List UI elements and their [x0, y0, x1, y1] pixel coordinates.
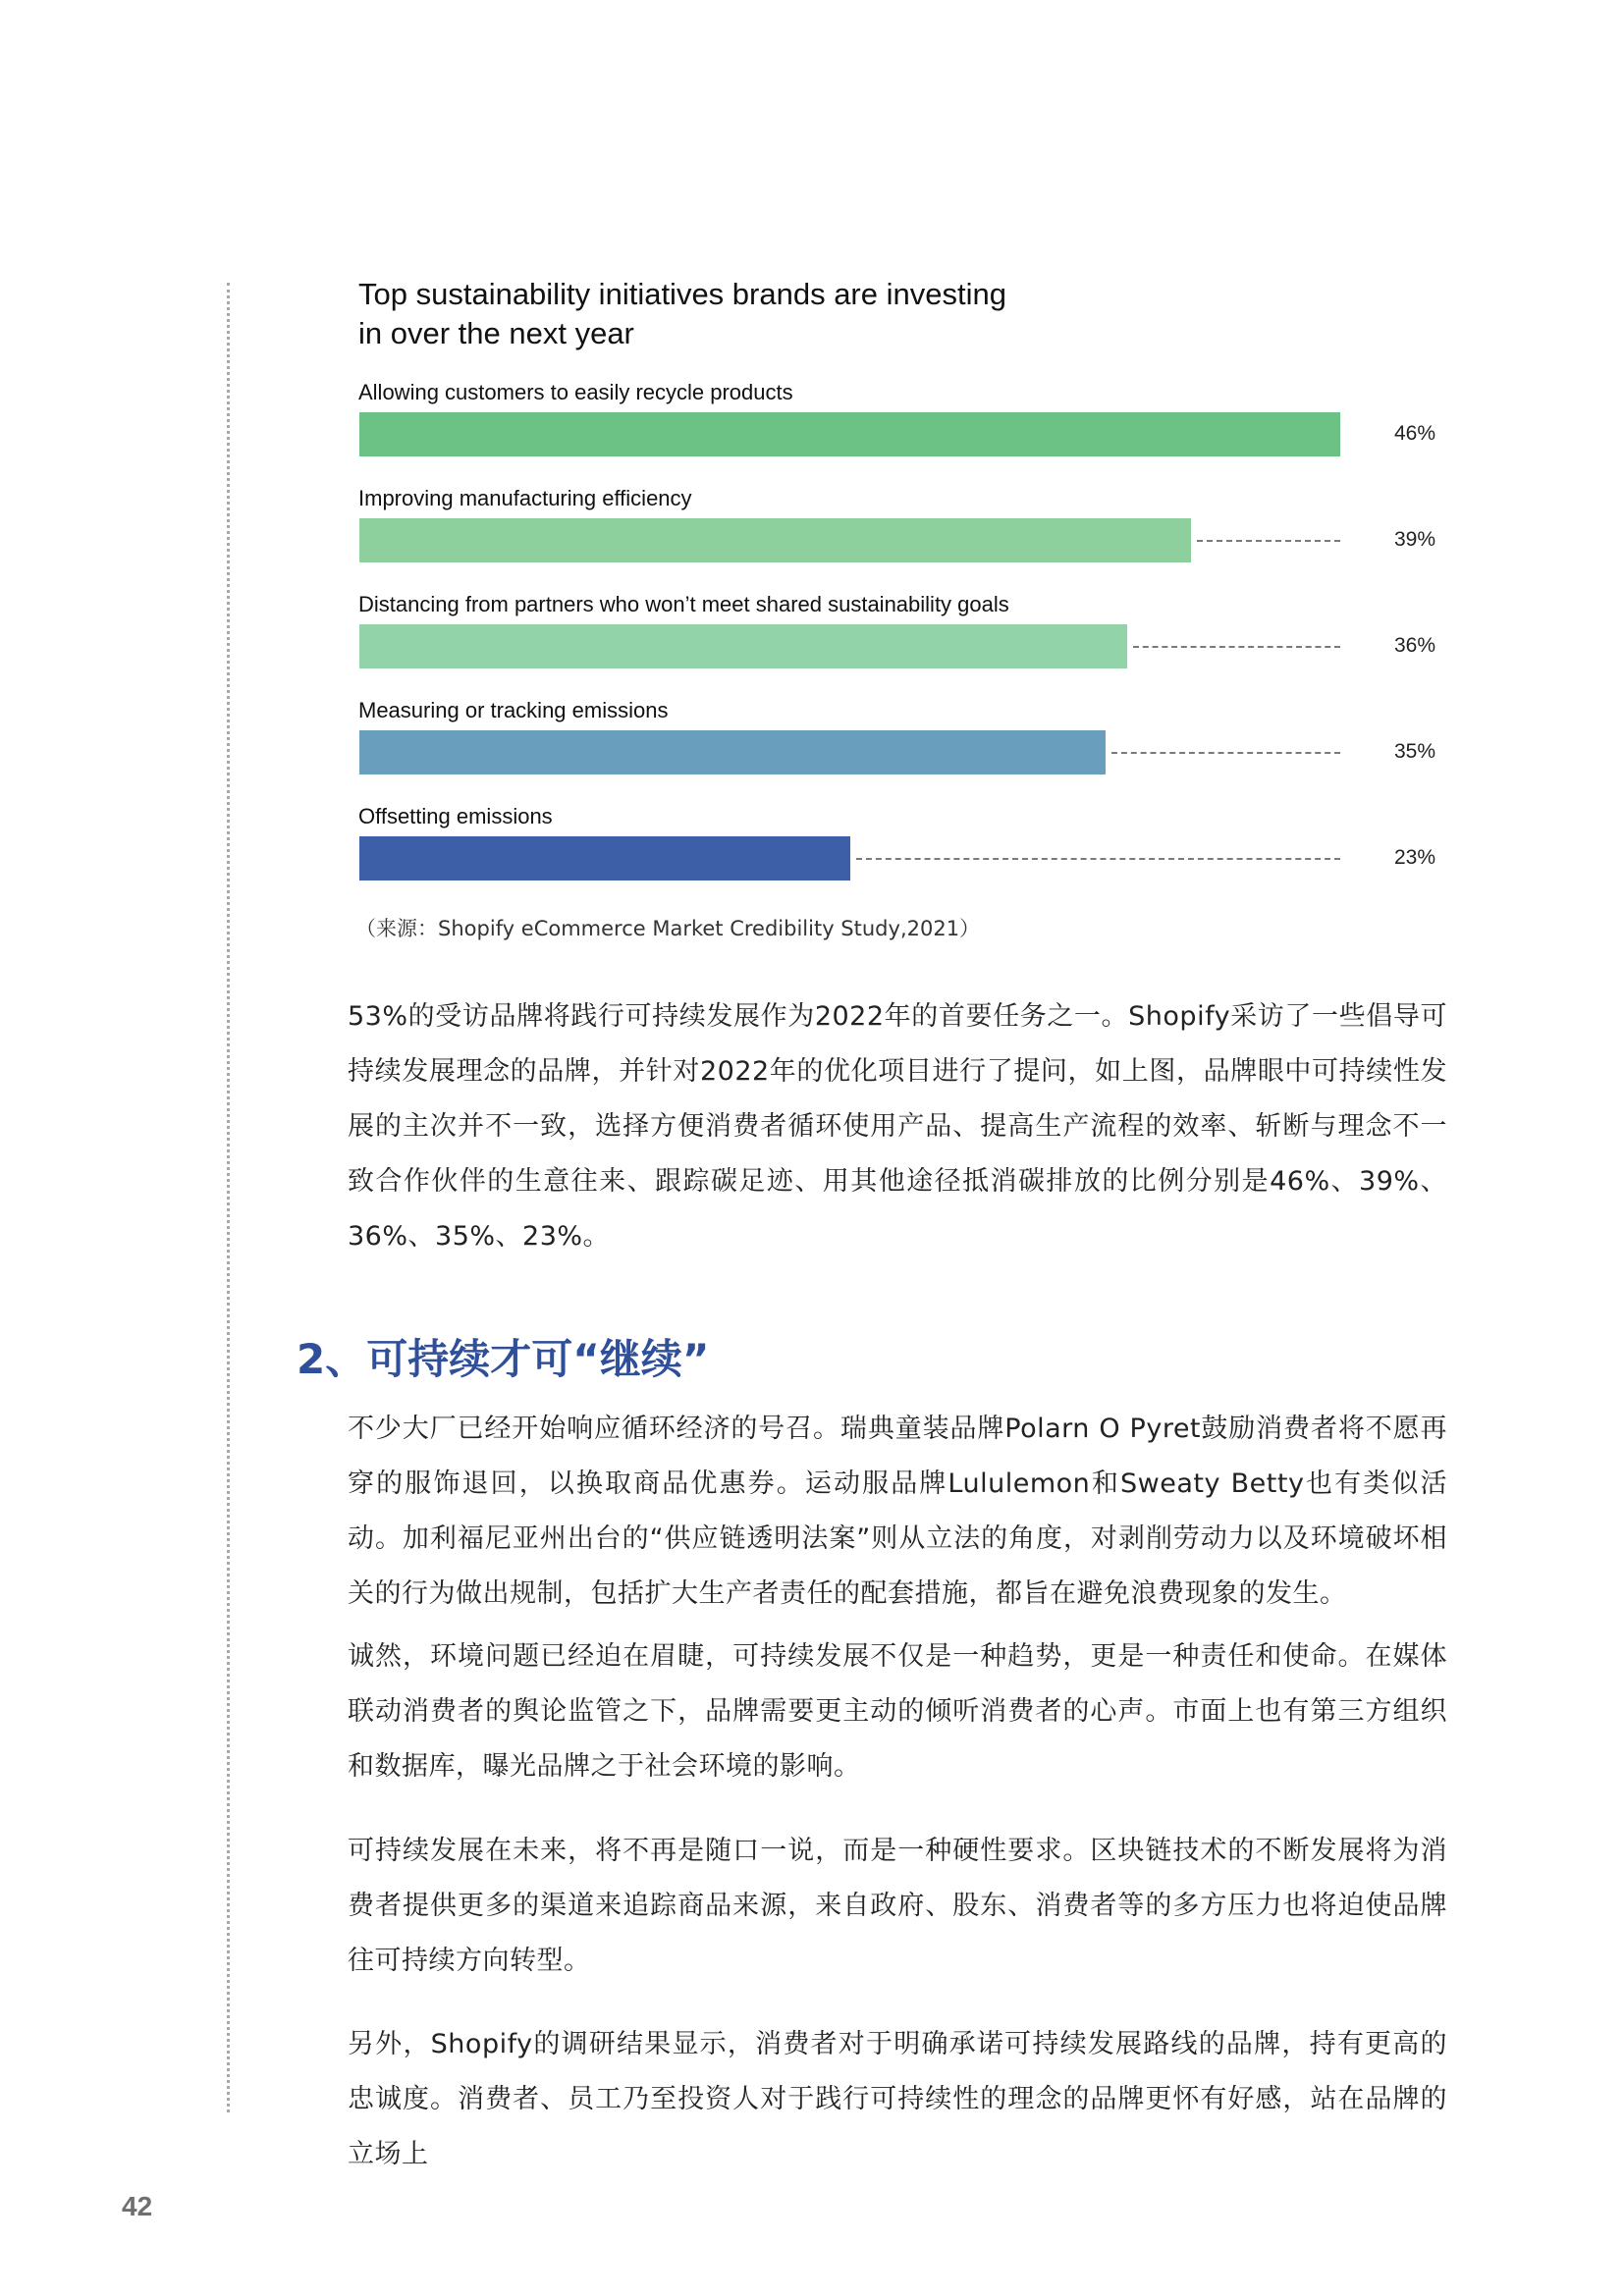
bar-label: Allowing customers to easily recycle products — [358, 380, 793, 404]
bar-label: Measuring or tracking emissions — [358, 698, 669, 722]
bar-leader-line — [1111, 752, 1340, 754]
bar — [359, 624, 1127, 668]
bar-label: Offsetting emissions — [358, 804, 553, 828]
body-paragraph: 诚然，环境问题已经迫在眉睫，可持续发展不仅是一种趋势，更是一种责任和使命。在媒体联动消费者的舆论监管之下，品牌需要更主动的倾听消费者的心声。市面上也有第三方组织和数据库，曝光品牌之于社会环境的影响。 — [348, 1641, 1447, 1782]
bar — [359, 836, 850, 881]
intro-paragraph: 53%的受访品牌将践行可持续发展作为2022年的首要任务之一。Shopify采访了一些倡导可持续发展理念的品牌，并针对2022年的优化项目进行了提问，如上图，品牌眼中可持续性发展的主次并不一致，选择方便消费者循环使用产品、提高生产流程的效率、斩断与理念不一致合作伙伴的生意往来、跟踪碳足迹、用其他途径抵消碳排放的比例分别是46%、39%、36%、35%、23%。 — [348, 1001, 1447, 1252]
chart-title-line: in over the next year — [358, 316, 634, 350]
body-paragraph: 另外，Shopify的调研结果显示，消费者对于明确承诺可持续发展路线的品牌，持有更高的忠诚度。消费者、员工乃至投资人对于践行可持续性的理念的品牌更怀有好感，站在品牌的立场上 — [348, 2029, 1447, 2169]
body-paragraph: 不少大厂已经开始响应循环经济的号召。瑞典童装品牌Polarn O Pyret鼓励消费者将不愿再穿的服饰退回，以换取商品优惠券。运动服品牌Lululemon和Sweaty Betty也有类似活动。加利福尼亚州出台的“供应链透明法案”则从立法的角度，对剥削劳动力以及环境破坏相关的行为做出规制，包括扩大生产者责任的配套措施，都旨在避免浪费现象的发生。 — [348, 1414, 1447, 1609]
body-paragraph: 可持续发展在未来，将不再是随口一说，而是一种硬性要求。区块链技术的不断发展将为消费者提供更多的渠道来追踪商品来源，来自政府、股东、消费者等的多方压力也将迫使品牌往可持续方向转型。 — [348, 1836, 1447, 1976]
chart-source: （来源：Shopify eCommerce Market Credibility Study,2021） — [355, 917, 981, 940]
bar-label: Improving manufacturing efficiency — [358, 486, 692, 510]
bar-chart — [0, 0, 1624, 962]
bar-leader-line — [1197, 540, 1340, 542]
bar-value-label: 39% — [1393, 528, 1435, 551]
section-heading: 2、可持续才可“继续” — [297, 1335, 710, 1383]
bar-label: Distancing from partners who won’t meet shared sustainability goals — [358, 592, 1009, 616]
bar — [359, 730, 1106, 774]
bar-leader-line — [1133, 646, 1340, 648]
bar-value-label: 23% — [1393, 846, 1435, 869]
bar-value-label: 36% — [1393, 634, 1435, 657]
bar — [359, 518, 1191, 562]
chart-title-line: Top sustainability initiatives brands are investing — [358, 277, 1006, 311]
page-number: 42 — [122, 2191, 153, 2221]
bar — [359, 412, 1340, 456]
bar-leader-line — [856, 858, 1340, 860]
bar-value-label: 35% — [1393, 740, 1435, 763]
bar-value-label: 46% — [1393, 422, 1435, 445]
